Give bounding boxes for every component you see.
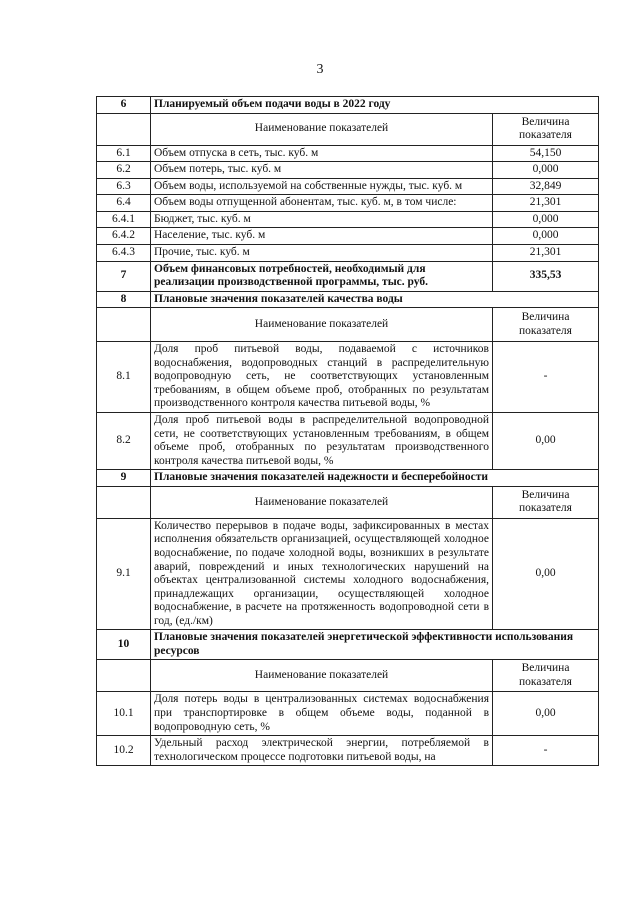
row-number: 10.1 [97,692,151,736]
section-9-title-row [97,470,599,487]
column-header-value: Величина показателя [493,660,599,692]
row-number: 6.4.3 [97,244,151,261]
row-value: - [493,342,599,413]
row-description: Доля потерь воды в централизованных системах водоснабжения при транспортировке в общем объеме воды, поданной в водопроводную сеть, % [151,692,493,736]
section-number: 8 [97,291,151,308]
column-header-name: Наименование показателей [151,113,493,145]
row-description: Доля проб питьевой воды, подаваемой с источников водоснабжения, водопроводных станций в распределительную водопроводную сеть, не соответствующих установленным требованиям, в общем объеме проб, отобранных по результатам производственного контроля качества питьевой воды, % [151,342,493,413]
table-row [97,518,599,630]
row-description: Объем отпуска в сеть, тыс. куб. м [151,145,493,162]
column-header-name: Наименование показателей [151,308,493,342]
section-number: 9 [97,470,151,487]
column-header-row [97,486,599,518]
table-row [97,195,599,212]
section-number: 6 [97,97,151,114]
row-value: - [493,736,599,766]
column-header-value: Величина показателя [493,486,599,518]
row-number: 6.2 [97,162,151,179]
row-description: Объем воды отпущенной абонентам, тыс. куб. м, в том числе: [151,195,493,212]
row-value: 335,53 [493,261,599,291]
column-header-name: Наименование показателей [151,660,493,692]
row-number: 6.1 [97,145,151,162]
section-6-title-row [97,97,599,114]
table-row [97,178,599,195]
section-title: Объем финансовых потребностей, необходимый для реализации производственной программы, тыс. руб. [151,261,493,291]
section-8-title-row [97,291,599,308]
column-header-row [97,113,599,145]
row-description: Население, тыс. куб. м [151,228,493,245]
section-7-row [97,261,599,291]
table-row [97,228,599,245]
table-row [97,692,599,736]
table-row [97,211,599,228]
row-value: 21,301 [493,195,599,212]
section-title: Плановые значения показателей качества воды [151,291,599,308]
column-header-row [97,308,599,342]
section-10-title-row [97,630,599,660]
table-row [97,145,599,162]
row-number: 6.4.1 [97,211,151,228]
section-number: 10 [97,630,151,660]
row-number: 10.2 [97,736,151,766]
row-value: 0,00 [493,692,599,736]
row-value: 0,000 [493,162,599,179]
row-description: Удельный расход электрической энергии, потребляемой в технологическом процессе подготовки питьевой воды, на [151,736,493,766]
section-number: 7 [97,261,151,291]
row-number: 6.4 [97,195,151,212]
row-value: 0,00 [493,413,599,470]
row-value: 54,150 [493,145,599,162]
row-value: 0,000 [493,211,599,228]
column-header-name: Наименование показателей [151,486,493,518]
table-row [97,162,599,179]
column-header-row [97,660,599,692]
section-title: Планируемый объем подачи воды в 2022 году [151,97,599,114]
row-number: 6.4.2 [97,228,151,245]
row-description: Прочие, тыс. куб. м [151,244,493,261]
table-row [97,244,599,261]
column-header-value: Величина показателя [493,308,599,342]
row-value: 0,000 [493,228,599,245]
row-description: Объем воды, используемой на собственные нужды, тыс. куб. м [151,178,493,195]
row-value: 0,00 [493,518,599,630]
page-number: 3 [316,62,324,77]
table-row [97,342,599,413]
column-header-value: Величина показателя [493,113,599,145]
row-description: Бюджет, тыс. куб. м [151,211,493,228]
table-row [97,736,599,766]
section-title: Плановые значения показателей энергетической эффективности использования ресурсов [151,630,599,660]
row-value: 32,849 [493,178,599,195]
row-description: Доля проб питьевой воды в распределительной водопроводной сети, не соответствующих установленным требованиям, в общем объеме проб, отобранных по результатам производственного контроля качества питьевой воды, % [151,413,493,470]
row-number: 8.1 [97,342,151,413]
row-number: 8.2 [97,413,151,470]
row-description: Количество перерывов в подаче воды, зафиксированных в местах исполнения обязательств организацией, осуществляющей холодное водоснабжение, по подаче холодной воды, возникших в результате аварий, повреждений и иных технологических нарушений на объектах централизованной системы холодного водоснабжения, принадлежащих организации, осуществляющей холодное водоснабжение, в расчете на протяженность водопроводной сети в год, (ед./км) [151,518,493,630]
row-number: 9.1 [97,518,151,630]
table-row [97,413,599,470]
row-value: 21,301 [493,244,599,261]
row-description: Объем потерь, тыс. куб. м [151,162,493,179]
row-number: 6.3 [97,178,151,195]
indicators-table [96,96,599,766]
section-title: Плановые значения показателей надежности и бесперебойности [151,470,599,487]
